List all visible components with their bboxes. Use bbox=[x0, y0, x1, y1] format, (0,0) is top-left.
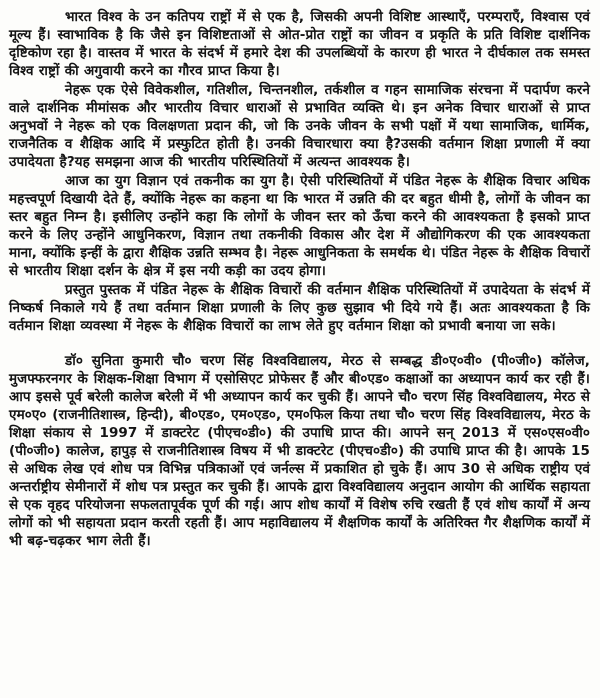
paragraph-book-purpose: प्रस्तुत पुस्तक में पंडित नेहरू के शैक्षिक विचारों की वर्तमान शैक्षिक परिस्थितियों में उपादेयता के संदर्भ में निष्कर्ष निकाले गये हैं तथा वर्तमान शिक्षा प्रणाली के लिए कुछ सुझाव भी दिये गये हैं। अतः आवश्यकता है कि वर्तमान शिक्षा व्यवस्था में नेहरू के शैक्षिक विचारों का लाभ लेते हुए वर्तमान शिक्षा को प्रभावी बनाया जा सके। bbox=[9, 282, 590, 334]
author-bio-text: चौ० चरण सिंह विश्वविद्यालय, मेरठ से सम्बद्ध डी०ए०वी० (पी०जी०) कॉलेज, मुजफ्फरनगर के शिक्षक-शिक्षा विभाग में एसोसिएट प्रोफेसर हैं और बी०एड० कक्षाओं का अध्यापन कार्य कर रही हैं। आप इससे पूर्व बरेली कालेज बरेली में भी अध्यापन कार्य कर चुकी हैं। आपने चौ० चरण सिंह विश्वविद्यालय, मेरठ से एम०ए० (राजनीतिशास्त्र, हिन्दी), बी०एड०, एम०एड०, एम०फिल किया तथा चौ० चरण सिंह विश्वविद्यालय, मेरठ के शिक्षा संकाय से 1997 में डाक्टरेट (पीएच०डी०) की उपाधि प्राप्त की। आपने सन् 2013 में एस०एस०वी० (पी०जी०) कालेज, हापुड़ से राजनीतिशास्त्र विषय में भी डाक्टरेट (पीएच०डी०) की उपाधि प्राप्त की है। आपके 15 से अधिक लेख एवं शोध पत्र विभिन्न पत्रिकाओं एवं जर्नल्स में प्रकाशित हो चुके हैं। आप 30 से अधिक राष्ट्रीय एवं अन्तर्राष्ट्रीय सेमीनारों में शोध पत्र प्रस्तुत कर चुकी हैं। आपके द्वारा विश्वविद्यालय अनुदान आयोग की आर्थिक सहायता से एक वृहद परियोजना सफलतापूर्वक पूर्ण की गई। आप शोध कार्यों में विशेष रुचि रखती हैं एवं शोध कार्यों में अन्य लोगों को भी सहायता प्रदान करती रहती हैं। आप महाविद्यालय में शैक्षणिक कार्यों के अतिरिक्त गैर शैक्षणिक कार्यों में भी बढ़-चढ़कर भाग लेती हैं। bbox=[9, 353, 590, 549]
paragraph-intro-india: भारत विश्व के उन कतिपय राष्ट्रों में से एक है, जिसकी अपनी विशिष्ट आस्थाएँ, परम्पराएँ, विश्वास एवं मूल्य हैं। स्वाभाविक है कि जैसे इन विशिष्टताओं से ओत-प्रोत राष्ट्रों का जीवन व प्रकृति के प्रति विशिष्ट दार्शनिक दृष्टिकोण रहा है। वास्तव में भारत के संदर्भ में हमारे देश की उपलब्धियों के कारण ही भारत ने दीर्घकाल तक समस्त विश्व राष्ट्रों की अगुवायी करने का गौरव प्राप्त किया है। bbox=[9, 9, 590, 79]
author-bio-paragraph bbox=[9, 352, 590, 550]
author-name: डॉ० सुनिता कुमारी bbox=[65, 353, 164, 369]
paragraph-science-age: आज का युग विज्ञान एवं तकनीक का युग है। ऐसी परिस्थितियों में पंडित नेहरू के शैक्षिक विचार अधिक महत्त्वपूर्ण दिखायी देते हैं, क्योंकि नेहरू का कहना था कि भारत में उन्नति की दर बहुत धीमी है, लोगों के जीवन का स्तर बहुत निम्न है। इसीलिए उन्होंने कहा कि लोगों के जीवन स्तर को ऊँचा करने की आवश्यकता है इसको प्राप्त करने के लिए उन्होंने आधुनिकरण, विज्ञान तथा तकनीकी विकास और देश में औद्योगिकरण की एक आवश्यकता माना, क्योंकि इन्हीं के द्वारा शैक्षिक उन्नति सम्भव है। नेहरू आधुनिकता के समर्थक थे। पंडित नेहरू के शैक्षिक विचारों से भारतीय शिक्षा दर्शन के क्षेत्र में इस नयी कड़ी का उदय होगा। bbox=[9, 173, 590, 279]
paragraph-nehru-thinker: नेहरू एक ऐसे विवेकशील, गतिशील, चिन्तनशील, तर्कशील व गहन सामाजिक संरचना में पदार्पण करने वाले दार्शनिक मीमांसक और भारतीय विचार धाराओं से प्रभावित व्यक्ति थे। इन अनेक विचार धाराओं से प्राप्त अनुभवों ने नेहरू को एक विलक्षणता प्रदान की, जो कि उनके जीवन के सभी पक्षों में यथा सामाजिक, धार्मिक, राजनैतिक व शैक्षिक आदि में प्रस्फुटित होती है। उनकी विचारधारा क्या है?उसकी वर्तमान शिक्षा प्रणाली में क्या उपादेयता है?यह समझना आज की भारतीय परिस्थितियों में अत्यन्त आवश्यक है। bbox=[9, 82, 590, 170]
